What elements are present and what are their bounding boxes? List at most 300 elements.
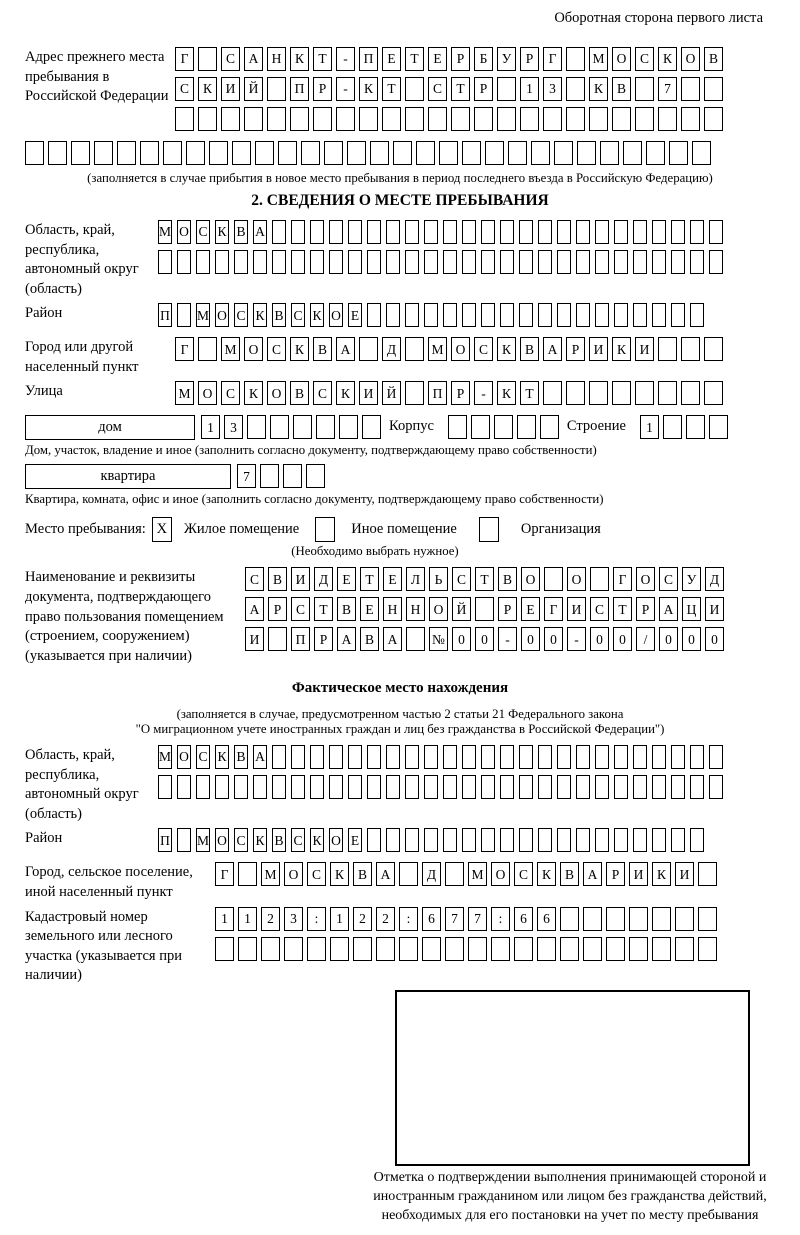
char-cell: Р (498, 597, 517, 621)
char-cell (633, 303, 647, 327)
char-cell: И (635, 337, 654, 361)
char-cell: О (244, 337, 263, 361)
actual-location-title: Фактическое место нахождения (291, 680, 509, 697)
char-cell: 1 (201, 415, 220, 439)
char-cell (519, 828, 533, 852)
char-cell (633, 828, 647, 852)
char-cell (405, 828, 419, 852)
char-cell (186, 141, 205, 165)
char-cell: : (491, 907, 510, 931)
char-cell (589, 381, 608, 405)
char-cell: К (497, 381, 516, 405)
char-cell (538, 303, 552, 327)
char-cell: А (336, 337, 355, 361)
char-cell: К (290, 337, 309, 361)
char-cell (428, 107, 447, 131)
char-cell: И (675, 862, 694, 886)
char-cell (557, 745, 571, 769)
char-cell (709, 775, 723, 799)
char-cell: К (253, 828, 267, 852)
char-cell: - (498, 627, 517, 651)
apartment-row (25, 464, 775, 489)
char-cell (560, 937, 579, 961)
char-cell (367, 745, 381, 769)
char-cell (215, 937, 234, 961)
char-cell (698, 937, 717, 961)
char-cell: Р (520, 47, 539, 71)
char-cell (405, 337, 424, 361)
char-cell (500, 220, 514, 244)
region-block (25, 220, 775, 299)
char-cell: О (612, 47, 631, 71)
char-cell (500, 775, 514, 799)
char-cell: С (234, 303, 248, 327)
char-cell (629, 937, 648, 961)
stay-option-inoe-label: Иное помещение (351, 521, 457, 538)
char-cell (445, 862, 464, 886)
char-cell: С (452, 567, 471, 591)
stay-option-organizaciya-label: Организация (520, 521, 601, 538)
char-cell: Й (244, 77, 263, 101)
char-cell (424, 745, 438, 769)
char-cell: О (329, 828, 343, 852)
char-cell (614, 250, 628, 274)
char-cell (519, 250, 533, 274)
city-label: Город или другой населенный пункт (25, 339, 139, 375)
char-cell: С (313, 381, 332, 405)
char-cell: Р (314, 627, 333, 651)
char-cell (313, 107, 332, 131)
region-row-2 (158, 250, 775, 274)
char-cell: Н (383, 597, 402, 621)
char-cell (247, 415, 266, 439)
char-cell (538, 745, 552, 769)
district-label: Район (25, 305, 63, 322)
char-cell (663, 415, 682, 439)
document-row-1 (245, 567, 775, 591)
char-cell: О (681, 47, 700, 71)
char-cell (234, 775, 248, 799)
char-cell (557, 303, 571, 327)
char-cell: Т (613, 597, 632, 621)
char-cell: 0 (659, 627, 678, 651)
char-cell (386, 828, 400, 852)
char-cell: 7 (658, 77, 677, 101)
char-cell: Р (268, 597, 287, 621)
char-cell (671, 775, 685, 799)
char-cell: П (428, 381, 447, 405)
char-cell: 0 (705, 627, 724, 651)
char-cell: Т (313, 47, 332, 71)
char-cell: К (330, 862, 349, 886)
char-cell: О (177, 745, 191, 769)
char-cell (474, 107, 493, 131)
char-cell: С (514, 862, 533, 886)
char-cell: К (215, 220, 229, 244)
char-cell (652, 745, 666, 769)
cadastral-label: Кадастровый номер земельного или лесного участка (указывается при наличии) (25, 908, 182, 984)
char-cell: Е (337, 567, 356, 591)
char-cell (671, 220, 685, 244)
actual-location-caption-2: "О миграционном учете иностранных граждан и лиц без гражданства в Российской Федерации") (135, 722, 665, 737)
char-cell (595, 303, 609, 327)
char-cell: К (253, 303, 267, 327)
char-cell (595, 745, 609, 769)
char-cell (538, 775, 552, 799)
char-cell (443, 303, 457, 327)
char-cell (485, 141, 504, 165)
apartment-caption: Квартира, комната, офис и иное (заполнить согласно документу, подтверждающему право собственности) (25, 492, 604, 507)
char-cell (698, 862, 717, 886)
char-cell (140, 141, 159, 165)
char-cell: Д (422, 862, 441, 886)
char-cell: В (234, 220, 248, 244)
house-row (25, 415, 775, 440)
city-row (175, 337, 723, 361)
char-cell (690, 745, 704, 769)
char-cell (686, 415, 705, 439)
char-cell (462, 828, 476, 852)
char-cell (443, 828, 457, 852)
char-cell (310, 745, 324, 769)
char-cell (284, 937, 303, 961)
char-cell (406, 627, 425, 651)
char-cell (267, 107, 286, 131)
char-cell: В (234, 745, 248, 769)
char-cell: С (267, 337, 286, 361)
char-cell: А (253, 745, 267, 769)
char-cell (424, 775, 438, 799)
char-cell: М (196, 303, 210, 327)
char-cell: Т (475, 567, 494, 591)
char-cell (576, 220, 590, 244)
char-cell: Е (360, 597, 379, 621)
char-cell (481, 220, 495, 244)
char-cell (443, 745, 457, 769)
char-cell: К (537, 862, 556, 886)
char-cell (462, 141, 481, 165)
char-cell: 0 (544, 627, 563, 651)
city2-label: Город, сельское поселение, иной населенный пункт (25, 864, 193, 900)
char-cell: М (158, 220, 172, 244)
char-cell (339, 415, 358, 439)
char-cell: К (336, 381, 355, 405)
char-cell: В (498, 567, 517, 591)
char-cell: Р (451, 47, 470, 71)
char-cell (595, 828, 609, 852)
char-cell (481, 250, 495, 274)
char-cell (500, 828, 514, 852)
char-cell (658, 381, 677, 405)
char-cell: С (428, 77, 447, 101)
char-cell (405, 775, 419, 799)
char-cell (576, 250, 590, 274)
char-cell (629, 907, 648, 931)
char-cell (709, 250, 723, 274)
char-cell (158, 250, 172, 274)
char-cell (704, 337, 723, 361)
region2-row-1 (158, 745, 775, 769)
char-cell (538, 828, 552, 852)
char-cell: № (429, 627, 448, 651)
house-number-cells (201, 415, 381, 439)
char-cell (386, 303, 400, 327)
char-cell: Г (543, 47, 562, 71)
char-cell (367, 250, 381, 274)
char-cell: С (291, 597, 310, 621)
char-cell (633, 250, 647, 274)
char-cell (451, 107, 470, 131)
char-cell (445, 937, 464, 961)
char-cell: 0 (590, 627, 609, 651)
char-cell (671, 250, 685, 274)
char-cell (590, 567, 609, 591)
char-cell (291, 220, 305, 244)
char-cell: / (636, 627, 655, 651)
char-cell (234, 250, 248, 274)
char-cell: И (359, 381, 378, 405)
char-cell (348, 250, 362, 274)
char-cell (520, 107, 539, 131)
char-cell (583, 937, 602, 961)
char-cell (698, 907, 717, 931)
char-cell: И (589, 337, 608, 361)
char-cell (652, 250, 666, 274)
char-cell (519, 220, 533, 244)
checkbox-inoe (315, 517, 335, 542)
char-cell (291, 745, 305, 769)
char-cell (253, 250, 267, 274)
char-cell (310, 775, 324, 799)
city2-row (215, 862, 717, 886)
char-cell (508, 141, 527, 165)
region-row-1 (158, 220, 775, 244)
char-cell (215, 250, 229, 274)
char-cell: Е (348, 303, 362, 327)
prev-address-row-1 (175, 47, 775, 71)
char-cell: Т (520, 381, 539, 405)
char-cell: Н (267, 47, 286, 71)
char-cell: П (158, 303, 172, 327)
char-cell (424, 303, 438, 327)
char-cell (405, 107, 424, 131)
char-cell (367, 828, 381, 852)
char-cell (614, 303, 628, 327)
char-cell (370, 141, 389, 165)
char-cell: Д (705, 567, 724, 591)
char-cell (330, 937, 349, 961)
char-cell (612, 381, 631, 405)
char-cell (635, 107, 654, 131)
char-cell: 2 (261, 907, 280, 931)
char-cell (475, 597, 494, 621)
section2-title: 2. СВЕДЕНИЯ О МЕСТЕ ПРЕБЫВАНИЯ (251, 192, 549, 209)
char-cell: Г (175, 337, 194, 361)
char-cell (681, 107, 700, 131)
char-cell: 7 (237, 464, 256, 488)
prev-address-block (25, 47, 775, 137)
document-block (25, 567, 775, 666)
district2-row (158, 828, 704, 852)
char-cell: 0 (452, 627, 471, 651)
char-cell: А (543, 337, 562, 361)
char-cell: О (521, 567, 540, 591)
char-cell (540, 415, 559, 439)
char-cell: С (635, 47, 654, 71)
char-cell: В (337, 597, 356, 621)
char-cell (709, 220, 723, 244)
char-cell: Р (566, 337, 585, 361)
char-cell: Т (360, 567, 379, 591)
region2-label: Область, край, республика, автономный округ (область) (25, 747, 139, 822)
char-cell (671, 745, 685, 769)
char-cell: У (682, 567, 701, 591)
char-cell (261, 937, 280, 961)
char-cell: 3 (224, 415, 243, 439)
char-cell: В (272, 303, 286, 327)
char-cell: Р (474, 77, 493, 101)
char-cell (462, 250, 476, 274)
char-cell: И (705, 597, 724, 621)
checkbox-zhiloe: X (152, 517, 172, 542)
city2-block (25, 862, 775, 902)
char-cell: Г (215, 862, 234, 886)
char-cell: 0 (475, 627, 494, 651)
char-cell (367, 220, 381, 244)
char-cell (500, 745, 514, 769)
char-cell: 1 (640, 415, 659, 439)
char-cell: 1 (238, 907, 257, 931)
char-cell (595, 220, 609, 244)
char-cell (681, 381, 700, 405)
char-cell: С (590, 597, 609, 621)
stroenie-label: Строение (566, 418, 626, 435)
char-cell (519, 303, 533, 327)
char-cell: С (196, 745, 210, 769)
char-cell (652, 303, 666, 327)
char-cell: Ь (429, 567, 448, 591)
char-cell (633, 220, 647, 244)
char-cell (671, 828, 685, 852)
char-cell: А (383, 627, 402, 651)
char-cell (519, 775, 533, 799)
char-cell: В (268, 567, 287, 591)
char-cell (623, 141, 642, 165)
char-cell: 3 (543, 77, 562, 101)
char-cell (117, 141, 136, 165)
char-cell: 2 (376, 907, 395, 931)
char-cell (307, 937, 326, 961)
char-cell (652, 220, 666, 244)
char-cell (690, 220, 704, 244)
char-cell (690, 303, 704, 327)
stroenie-cells (640, 415, 728, 439)
char-cell (290, 107, 309, 131)
char-cell (635, 381, 654, 405)
prev-address-caption: (заполняется в случае прибытия в новое место пребывания в период последнего въезда в Российскую Федерацию) (87, 171, 713, 185)
char-cell (386, 250, 400, 274)
char-cell (704, 77, 723, 101)
char-cell: Й (452, 597, 471, 621)
char-cell: К (612, 337, 631, 361)
char-cell (709, 415, 728, 439)
char-cell: Н (406, 597, 425, 621)
actual-location-caption-1: (заполняется в случае, предусмотренном частью 2 статьи 21 Федерального закона (176, 707, 624, 722)
char-cell: М (175, 381, 194, 405)
char-cell (462, 220, 476, 244)
char-cell: П (290, 77, 309, 101)
document-row-2 (245, 597, 775, 621)
char-cell (348, 775, 362, 799)
char-cell (293, 415, 312, 439)
char-cell: А (245, 597, 264, 621)
char-cell: Р (636, 597, 655, 621)
char-cell (382, 107, 401, 131)
char-cell (329, 250, 343, 274)
char-cell (538, 220, 552, 244)
char-cell (576, 828, 590, 852)
char-cell: Ц (682, 597, 701, 621)
char-cell: М (158, 745, 172, 769)
char-cell (517, 415, 536, 439)
char-cell: Д (382, 337, 401, 361)
char-cell (557, 250, 571, 274)
char-cell (215, 775, 229, 799)
apartment-cells (237, 464, 325, 488)
char-cell (71, 141, 90, 165)
char-cell (268, 627, 287, 651)
char-cell: С (234, 828, 248, 852)
char-cell: - (336, 77, 355, 101)
char-cell: Е (521, 597, 540, 621)
char-cell (158, 775, 172, 799)
char-cell: С (474, 337, 493, 361)
char-cell: В (290, 381, 309, 405)
char-cell (272, 745, 286, 769)
char-cell: 6 (514, 907, 533, 931)
char-cell (367, 775, 381, 799)
char-cell: К (198, 77, 217, 101)
region2-block (25, 745, 775, 824)
korpus-label: Корпус (389, 418, 434, 435)
char-cell (690, 250, 704, 274)
korpus-cells (448, 415, 559, 439)
char-cell (301, 141, 320, 165)
char-cell (566, 47, 585, 71)
char-cell: 3 (284, 907, 303, 931)
char-cell (198, 47, 217, 71)
char-cell (283, 464, 302, 488)
char-cell (675, 937, 694, 961)
region2-row-2 (158, 775, 775, 799)
char-cell (519, 745, 533, 769)
char-cell: Д (314, 567, 333, 591)
char-cell (198, 107, 217, 131)
char-cell (424, 828, 438, 852)
char-cell (94, 141, 113, 165)
char-cell (376, 937, 395, 961)
char-cell: Т (382, 77, 401, 101)
char-cell (543, 381, 562, 405)
cadastral-row-1 (215, 907, 775, 931)
char-cell (424, 220, 438, 244)
char-cell: Р (606, 862, 625, 886)
char-cell: Й (382, 381, 401, 405)
char-cell: М (221, 337, 240, 361)
stay-type-note: (Необходимо выбрать нужное) (291, 544, 459, 559)
house-box: дом (25, 415, 195, 440)
char-cell (544, 567, 563, 591)
